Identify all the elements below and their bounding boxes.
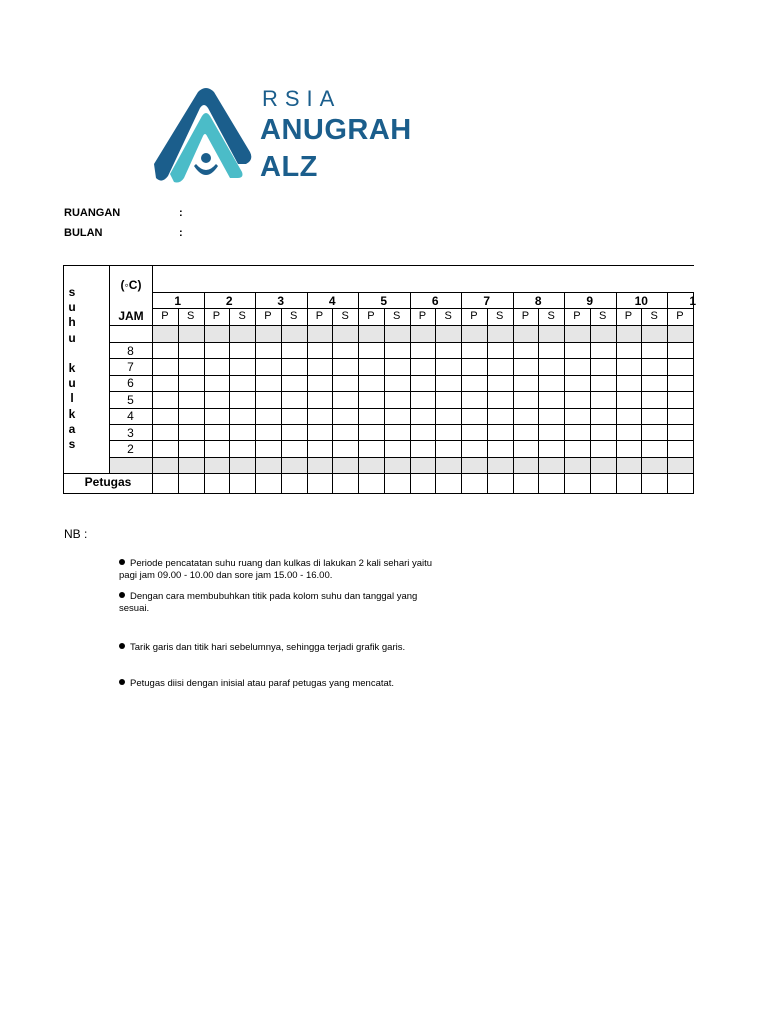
note-text: Periode pencatatan suhu ruang dan kulkas di lakukan 2 kali sehari yaitu pagi jam 09.00 - 10.00 dan sore jam 15.00 - 16.00.	[119, 558, 433, 581]
logo-mark-icon	[150, 86, 254, 186]
grid-line	[513, 292, 514, 494]
vertical-letter	[65, 346, 79, 361]
grid-line	[564, 292, 565, 494]
shift-header: S	[289, 310, 298, 322]
bulan-label: BULAN	[64, 227, 103, 239]
note-item	[119, 642, 449, 654]
grid-line	[109, 440, 694, 441]
vertical-letter: u	[68, 376, 76, 391]
grid-line	[410, 292, 411, 494]
temperature-grid	[63, 265, 697, 494]
grid-line	[358, 292, 359, 494]
vertical-letter: h	[68, 315, 76, 330]
shift-header: S	[598, 310, 607, 322]
day-header: 7	[483, 294, 491, 308]
shift-header: P	[624, 310, 633, 322]
grid-line	[487, 308, 488, 494]
grid-line	[204, 292, 205, 494]
temperature-label: 3	[127, 425, 134, 440]
note-item	[119, 591, 449, 615]
logo-anugrah: ANUGRAH	[260, 114, 412, 146]
day-header: 1	[174, 294, 182, 308]
day-header: 5	[380, 294, 388, 308]
note-text: Tarik garis dan titik hari sebelumnya, sehingga terjadi grafik garis.	[130, 642, 406, 653]
shift-header: P	[470, 310, 478, 322]
grid-line	[538, 308, 539, 494]
grid-line	[229, 308, 230, 494]
vertical-letter: a	[68, 421, 76, 436]
petugas-label: Petugas	[84, 475, 132, 489]
ruangan-colon: :	[179, 207, 183, 219]
grid-line	[178, 308, 179, 494]
grid-top-border	[63, 265, 694, 266]
grid-line	[641, 308, 642, 494]
temperature-label: 8	[127, 343, 134, 358]
day-header: 2	[225, 294, 233, 308]
shift-header: P	[521, 310, 530, 322]
grid-line	[307, 292, 308, 494]
vertical-letter: l	[70, 391, 74, 406]
vertical-letter: u	[68, 330, 76, 345]
note-text: Petugas diisi dengan inisial atau paraf petugas yang mencatat.	[130, 678, 395, 689]
grid-line	[435, 308, 436, 494]
nb-label: NB :	[64, 527, 88, 541]
note-text: Dengan cara membubuhkan titik pada kolom suhu dan tanggal yang sesuai.	[119, 591, 418, 614]
temperature-label: 7	[127, 359, 134, 374]
vertical-letter: k	[68, 406, 76, 421]
note-item	[119, 678, 449, 690]
shift-header: S	[495, 310, 504, 322]
note-item	[119, 558, 449, 582]
day-header: 9	[586, 294, 594, 308]
grid-right-border	[693, 292, 694, 494]
logo-rsia: RSIA	[262, 86, 342, 111]
grid-line	[667, 292, 668, 494]
grid-line	[281, 308, 282, 494]
grid-line	[590, 308, 591, 494]
vertical-letter: k	[68, 360, 76, 375]
grid-left-border	[63, 265, 64, 494]
day-header: 4	[328, 294, 336, 308]
temperature-label: 6	[127, 376, 134, 391]
bulan-colon: :	[179, 227, 183, 239]
day-header: 10	[634, 294, 648, 308]
bullet-icon	[119, 679, 125, 685]
grid-bottom-border	[63, 493, 694, 494]
hospital-logo	[150, 86, 412, 190]
bullet-icon	[119, 559, 125, 565]
shift-header: S	[650, 310, 658, 322]
vertical-letter: u	[68, 300, 76, 315]
grid-line	[461, 292, 462, 494]
ruangan-label: RUANGAN	[64, 207, 121, 219]
day-header: 8	[534, 294, 542, 308]
shift-header: S	[186, 310, 195, 322]
grid-line	[109, 424, 694, 425]
shift-header: S	[341, 310, 349, 322]
shift-header: P	[367, 310, 375, 322]
grid-line	[255, 292, 256, 494]
temperature-label: 2	[127, 441, 134, 456]
shift-header: S	[444, 310, 452, 322]
temperature-label: 5	[127, 392, 134, 407]
logo-alz: ALZ	[260, 151, 318, 183]
grid-line	[109, 325, 694, 326]
shift-header: P	[264, 310, 272, 322]
grid-line	[616, 292, 617, 494]
grid-line	[332, 308, 333, 494]
shift-header: S	[547, 310, 555, 322]
grid-line	[109, 375, 694, 376]
bullet-icon	[119, 592, 125, 598]
bullet-icon	[119, 643, 125, 649]
shift-header: S	[392, 310, 401, 322]
grid-line	[109, 408, 694, 409]
grid-line	[109, 391, 694, 392]
vertical-letter: s	[68, 285, 76, 299]
shift-header: P	[573, 310, 581, 322]
grid-line	[109, 473, 694, 474]
shift-header: P	[676, 310, 684, 322]
jam-label: JAM	[118, 309, 144, 323]
shaded-row	[153, 326, 694, 342]
vertical-letter: s	[68, 436, 76, 451]
shift-header: P	[212, 310, 221, 322]
grid-line	[109, 342, 694, 343]
shift-header: P	[315, 310, 324, 322]
shift-header: P	[161, 310, 169, 322]
grid-line	[152, 292, 694, 293]
day-header: 1	[689, 294, 697, 308]
day-header: 6	[431, 294, 439, 308]
day-header: 3	[277, 294, 285, 308]
shift-header: P	[418, 310, 427, 322]
grid-line	[152, 308, 694, 309]
shaded-row	[110, 458, 694, 473]
grid-line	[109, 358, 694, 359]
grid-line	[384, 308, 385, 494]
grid-line	[109, 457, 694, 458]
shift-header: S	[238, 310, 246, 322]
unit-label: (◦C)	[120, 278, 142, 292]
grid-line	[63, 473, 109, 474]
suhu-kulkas-label	[65, 285, 79, 452]
temperature-label: 4	[127, 409, 134, 424]
